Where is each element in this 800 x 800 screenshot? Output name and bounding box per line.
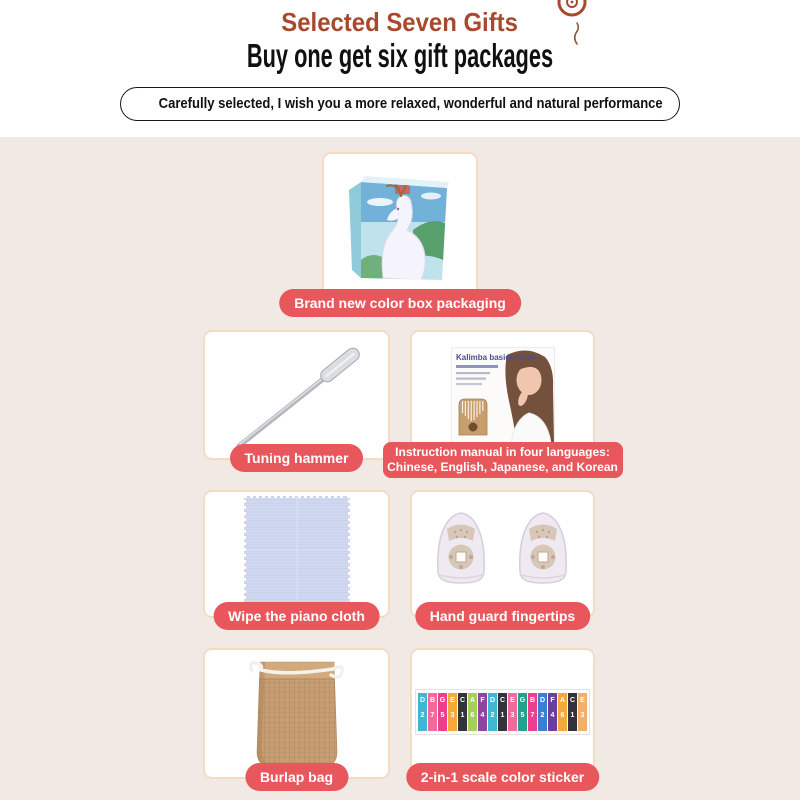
sticker-key: B 7 (528, 693, 537, 731)
gift-label-cloth: Wipe the piano cloth (213, 602, 380, 630)
gift-label-color-box: Brand new color box packaging (279, 289, 521, 317)
color-box-image (335, 158, 465, 292)
sticker-key: E 3 (448, 693, 457, 731)
gift-label-fingertips: Hand guard fingertips (415, 602, 590, 630)
gift-card-burlap-bag (203, 648, 390, 785)
page-title: Selected Seven Gifts (281, 7, 519, 37)
sticker-key: F 4 (548, 693, 557, 731)
sticker-key: D 2 (488, 693, 497, 731)
sticker-key: D 2 (418, 693, 427, 731)
gift-label-sticker: 2-in-1 scale color sticker (406, 763, 599, 791)
gift-card-manual (387, 330, 618, 474)
cloth-image (244, 496, 350, 604)
sticker-key: B 7 (428, 693, 437, 731)
fingertips-image (428, 505, 578, 591)
sticker-key: G 5 (438, 693, 447, 731)
sticker-key: A 6 (558, 693, 567, 731)
gift-label-burlap-bag: Burlap bag (245, 763, 348, 791)
sticker-key: C 1 (568, 693, 577, 731)
gift-card-sticker (410, 648, 595, 785)
gift-card-color-box (294, 152, 506, 311)
tagline-text: Carefully selected, I wish you a more relaxed, wonderful and natural performance (158, 95, 663, 112)
sticker-key: F 4 (478, 693, 487, 731)
sticker-key: E 3 (578, 693, 587, 731)
page-subtitle: Buy one get six gift packages (246, 37, 554, 74)
tagline-pill (120, 87, 680, 121)
gift-card-tuning-hammer (203, 330, 390, 466)
scale-sticker-image (415, 689, 590, 735)
tuning-hammer-image (211, 336, 383, 456)
manual-image (451, 347, 555, 443)
manual-title-text: Kalimba basiccourse (455, 353, 536, 362)
header (0, 0, 800, 137)
gift-label-manual: Instruction manual in four languages: Chinese, English, Japanese, and Korean (383, 442, 623, 478)
sticker-key: A 6 (468, 693, 477, 731)
gift-card-fingertips (410, 490, 595, 624)
sticker-key: G 5 (518, 693, 527, 731)
sticker-key: C 1 (498, 693, 507, 731)
gift-card-cloth (203, 490, 390, 624)
sticker-key: D 2 (538, 693, 547, 731)
gift-label-tuning-hammer: Tuning hammer (230, 444, 364, 472)
sticker-key: E 3 (508, 693, 517, 731)
sticker-key: C 1 (458, 693, 467, 731)
gifts-section (0, 137, 800, 800)
burlap-bag-image (247, 650, 347, 772)
